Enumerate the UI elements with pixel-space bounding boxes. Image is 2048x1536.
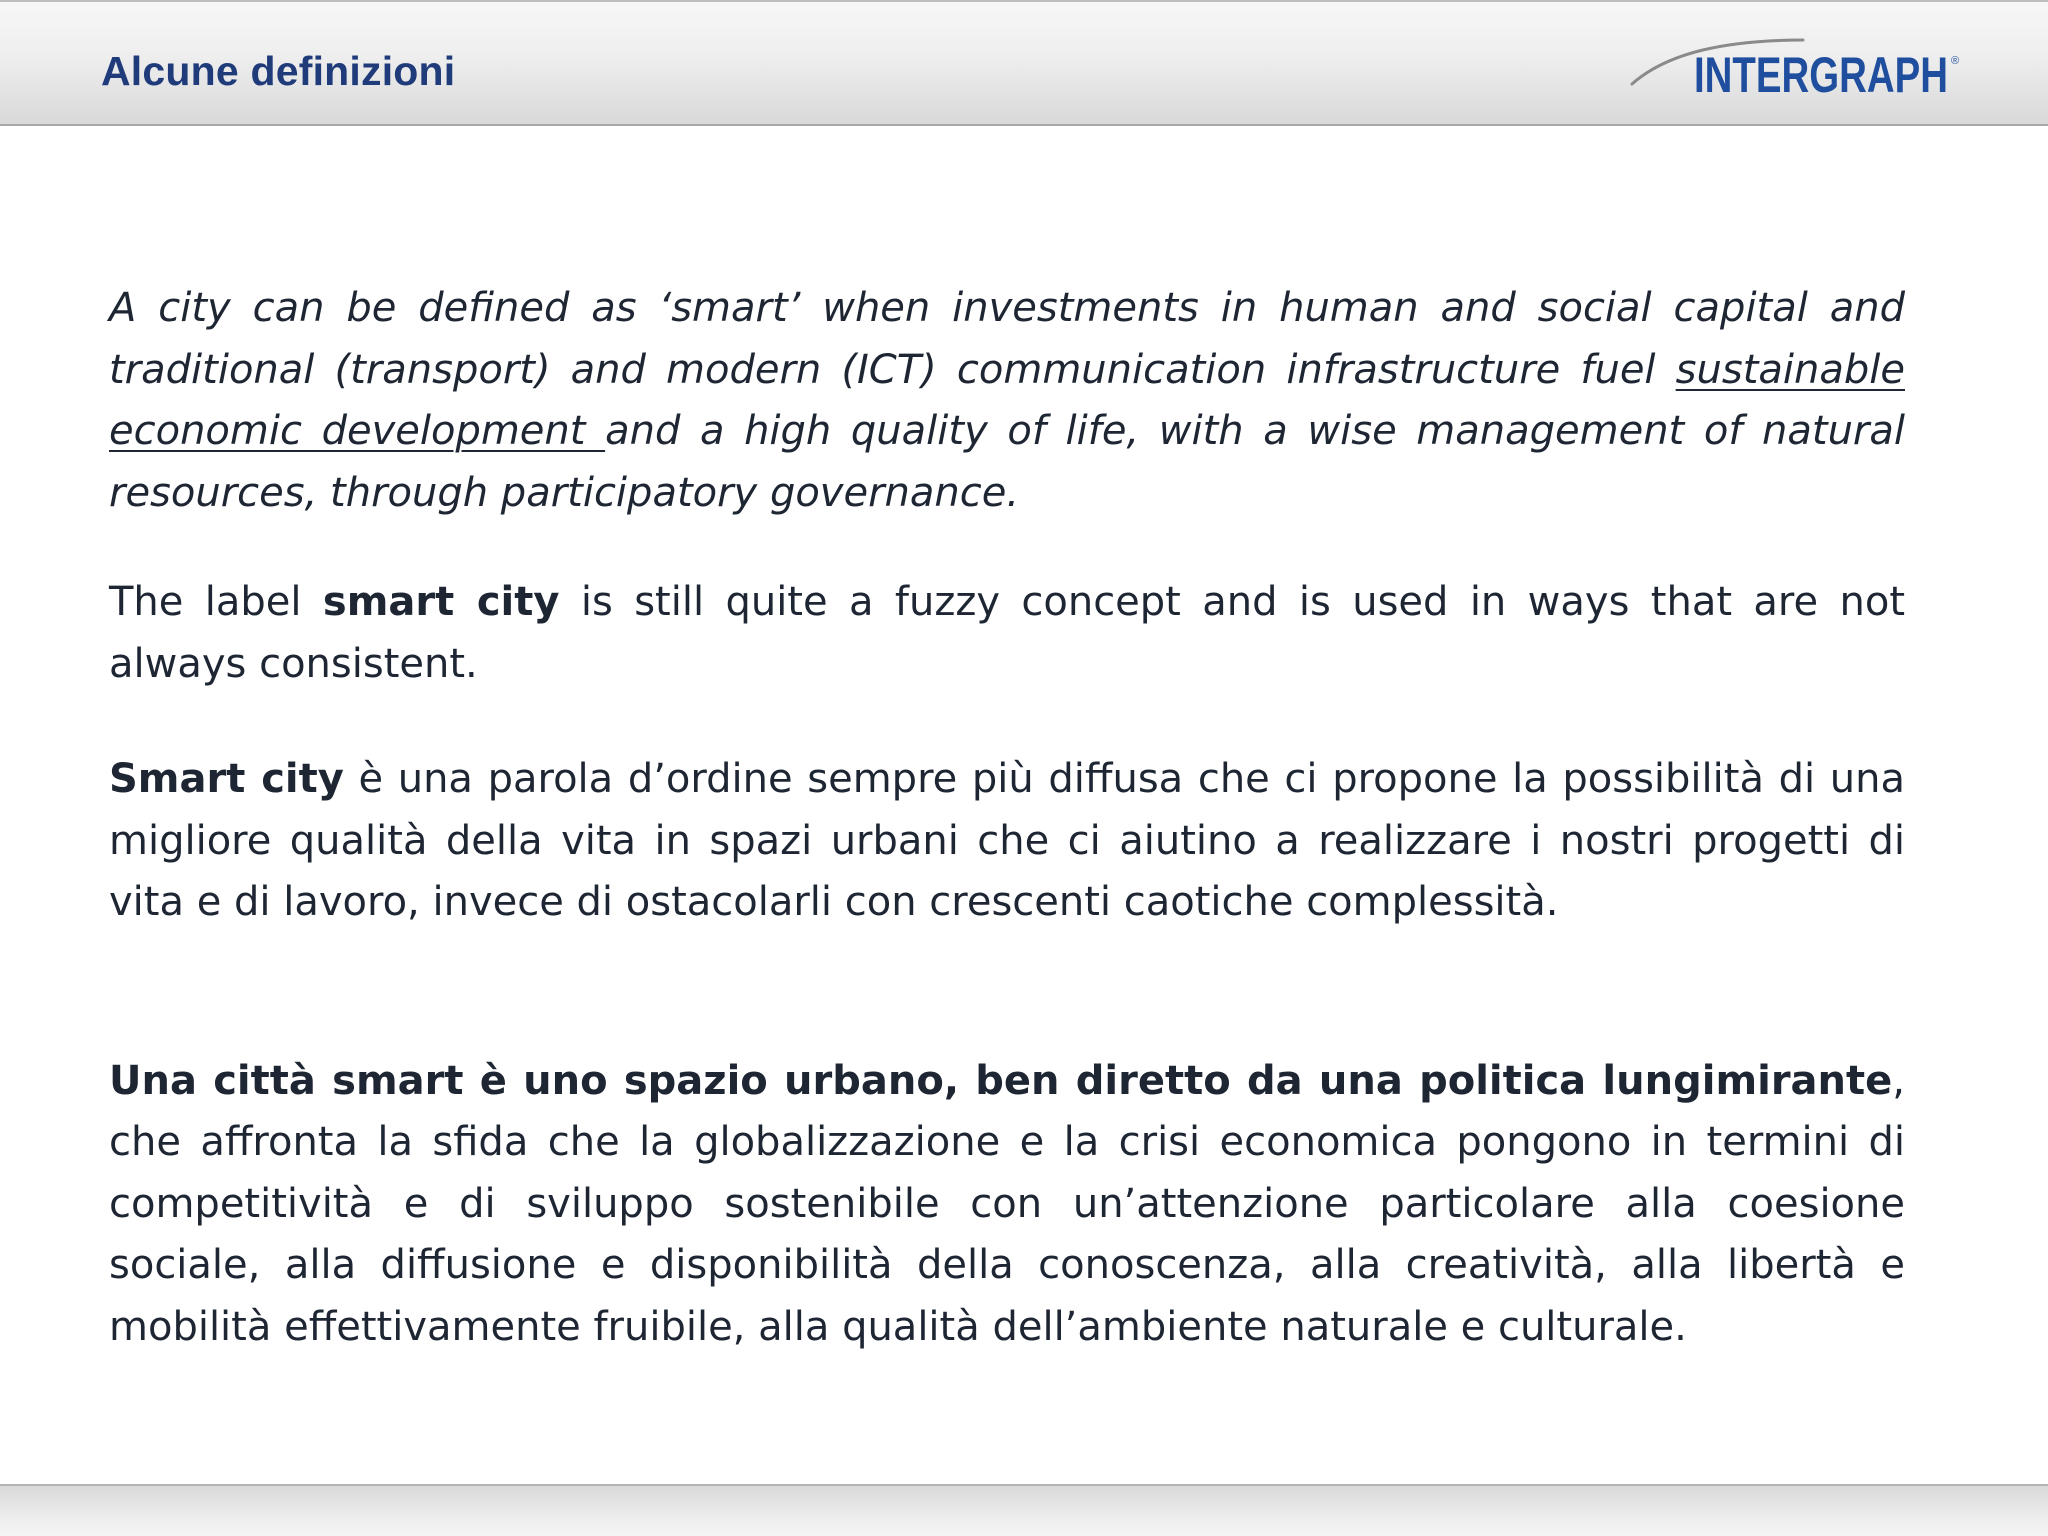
slide-title: Alcune definizioni xyxy=(101,48,456,94)
citta-smart-text: , che affronta la sfida che la globalizzazione e la crisi economica pongono in termini di competitività e di sviluppo sostenibile con un’attenzione particolare alla coesione sociale, alla diffusione e disponibilità della conoscenza, alla creatività, alla libertà e mobilità effettivamente fruibile, alla qualità dell’ambiente naturale e culturale. xyxy=(109,1057,1905,1350)
definition-text-start: A city can be defined as ‘smart’ when investments in human and social capital and traditional (transport) and modern (ICT) communication infrastructure fuel xyxy=(109,285,1905,393)
label-bold-term: smart city xyxy=(322,579,560,625)
label-suffix: is still quite a fuzzy concept and is used in ways that are not always consistent. xyxy=(109,579,1906,687)
logo-registered-mark: ® xyxy=(1951,55,1960,67)
slide-header xyxy=(0,0,2048,126)
citta-smart-bold-phrase: Una città smart è uno spazio urbano, ben diretto da una politica lungimirante xyxy=(109,1057,1893,1104)
slide-content xyxy=(109,278,1905,1358)
smart-city-text: è una parola d’ordine sempre più diffusa che ci propone la possibilità di una migliore qualità della vita in spazi urbani che ci aiutino a realizzare i nostri progetti di vita e di lavoro, invece di ostacolarli con crescenti caotiche complessità. xyxy=(109,756,1905,925)
logo-text: INTERGRAPH xyxy=(1694,47,1948,102)
slide-footer xyxy=(0,1484,2048,1536)
label-paragraph xyxy=(109,572,1905,695)
definition-text-end: and a high quality of life, with a wise management of natural resources, through participatory governance. xyxy=(109,408,1906,516)
smart-city-bold-term: Smart city xyxy=(109,756,344,802)
intergraph-logo xyxy=(1628,30,1988,102)
definition-paragraph xyxy=(109,278,1905,524)
smart-city-paragraph xyxy=(109,749,1905,934)
label-prefix: The label xyxy=(109,579,323,625)
citta-smart-paragraph xyxy=(109,1051,1905,1359)
definition-underlined-phrase: sustainable economic development xyxy=(109,346,1905,454)
